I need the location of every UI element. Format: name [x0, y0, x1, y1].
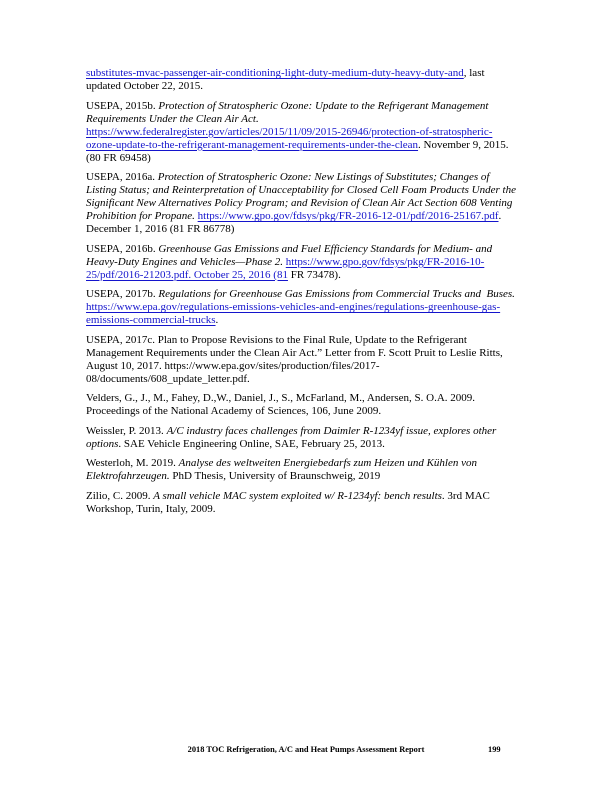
reference-line — [86, 457, 556, 470]
reference-line — [86, 243, 556, 256]
reference-text: Westerloh, M. 2019. — [86, 457, 179, 469]
reference-line — [86, 314, 556, 327]
reference-text: Elektrofahrzeugen. — [86, 470, 170, 482]
reference-item — [86, 457, 556, 483]
reference-text: . SAE Vehicle Engineering Online, SAE, February 25, 2013. — [118, 437, 385, 450]
reference-line — [86, 113, 556, 126]
reference-line — [86, 503, 556, 516]
reference-line — [86, 139, 556, 152]
reference-text: (80 FR 69458) — [86, 151, 151, 164]
reference-line — [86, 347, 556, 360]
reference-text: Heavy-Duty Engines and Vehicles—Phase 2. — [86, 255, 286, 268]
reference-line — [86, 184, 556, 197]
reference-text: Prohibition for Propane. — [86, 210, 198, 222]
reference-line — [86, 373, 556, 386]
reference-hyperlink[interactable]: https://www.gpo.gov/fdsys/pkg/FR-2016-12-01/pdf/2016-25167.pdf — [197, 210, 499, 222]
reference-text: . — [215, 314, 219, 326]
reference-line — [86, 269, 556, 282]
reference-text: Management Requirements under the Clean Air Act.” Letter from F. Scott Pruit to Leslie Ritts, — [86, 346, 503, 359]
reference-text: Greenhouse Gas Emissions and Fuel Efficiency Standards for Medium- and — [158, 242, 493, 255]
reference-text: Requirements Under the Clean Air Act. — [86, 112, 259, 125]
reference-text: Proceedings of the National Academy of Sciences, 106, June 2009. — [86, 405, 382, 417]
footer-page-number: 199 — [488, 745, 501, 754]
reference-text: USEPA, 2015b. — [86, 99, 159, 112]
reference-line — [86, 425, 556, 438]
reference-line — [86, 197, 556, 210]
reference-hyperlink[interactable]: substitutes-mvac-passenger-air-conditioning-light-duty-medium-duty-heavy-duty-and — [86, 67, 464, 79]
reference-line — [86, 392, 556, 405]
footer-report-title: 2018 TOC Refrigeration, A/C and Heat Pumps Assessment Report — [187, 745, 425, 754]
reference-line — [86, 490, 556, 503]
reference-hyperlink[interactable]: https://www.gpo.gov/fdsys/pkg/FR-2016-10- — [285, 255, 485, 268]
reference-text: December 1, 2016 (81 FR 86778) — [86, 223, 235, 235]
reference-hyperlink[interactable]: ozone-update-to-the-refrigerant-management-requirements-under-the-clean — [86, 138, 419, 151]
reference-line — [86, 152, 556, 165]
reference-line — [86, 223, 556, 236]
reference-text: Listing Status; and Reinterpretation of Unacceptability for Closed Cell Foam Products Under the — [86, 184, 516, 196]
reference-text: FR 73478). — [287, 268, 341, 281]
reference-item — [86, 490, 556, 516]
reference-text: , last — [463, 67, 485, 79]
reference-text: Significant New Alternatives Policy Program; and Revision of Clean Air Act Section 608 Venting — [86, 197, 513, 209]
reference-text: PhD Thesis, University of Braunschweig, 2019 — [169, 470, 381, 482]
reference-hyperlink[interactable]: 25/pdf/2016-21203.pdf. October 25, 2016 (81 — [86, 268, 288, 281]
reference-text: . 3rd MAC — [441, 489, 490, 502]
reference-item — [86, 100, 556, 165]
reference-line — [86, 405, 556, 418]
reference-text: 08/documents/608_update_letter.pdf. — [86, 372, 250, 385]
reference-hyperlink[interactable]: emissions-commercial-trucks — [86, 314, 216, 326]
reference-line — [86, 67, 556, 80]
reference-text: . — [498, 210, 502, 222]
reference-line — [86, 470, 556, 483]
reference-text: Protection of Stratospheric Ozone: New Listings of Substitutes; Changes of — [157, 171, 490, 183]
reference-text: Regulations for Greenhouse Gas Emissions from Commercial Trucks and Buses. — [158, 288, 515, 300]
reference-line — [86, 334, 556, 347]
reference-item — [86, 67, 556, 93]
reference-item — [86, 425, 556, 451]
reference-line — [86, 210, 556, 223]
reference-text: options — [86, 437, 119, 450]
reference-text: Zilio, C. 2009. — [86, 489, 154, 502]
reference-item — [86, 171, 556, 236]
reference-text: USEPA, 2017c. Plan to Propose Revisions to the Final Rule, Update to the Refrigerant — [86, 333, 467, 346]
reference-text: A small vehicle MAC system exploited w/ R-1234yf: bench results — [153, 489, 442, 502]
reference-item — [86, 392, 556, 418]
reference-text: USEPA, 2016b. — [86, 242, 159, 255]
references-list — [86, 67, 556, 522]
reference-hyperlink[interactable]: https://www.epa.gov/regulations-emissions-vehicles-and-engines/regulations-greenhouse-gas- — [86, 301, 501, 313]
reference-line — [86, 256, 556, 269]
reference-text: A/C industry faces challenges from Daimler R-1234yf issue, explores other — [166, 424, 497, 437]
reference-line — [86, 301, 556, 314]
reference-item — [86, 243, 556, 282]
reference-item — [86, 288, 556, 327]
reference-text: Velders, G., J., M., Fahey, D.,W., Daniel, J., S., McFarland, M., Andersen, S. O.A. 2009. — [86, 392, 476, 404]
reference-line — [86, 100, 556, 113]
reference-text: Protection of Stratospheric Ozone: Update to the Refrigerant Management — [158, 99, 489, 112]
reference-line — [86, 80, 556, 93]
reference-text: Analyse des weltweiten Energiebedarfs zum Heizen und Kühlen von — [178, 457, 477, 469]
reference-text: USEPA, 2016a. — [86, 171, 158, 183]
reference-line — [86, 438, 556, 451]
reference-text: Workshop, Turin, Italy, 2009. — [86, 502, 216, 515]
reference-hyperlink[interactable]: https://www.federalregister.gov/articles/2015/11/09/2015-26946/protection-of-stratospheric- — [86, 125, 493, 138]
reference-text: . November 9, 2015. — [418, 138, 509, 151]
reference-text: August 10, 2017. https://www.epa.gov/sites/production/files/2017- — [86, 359, 380, 372]
reference-text: USEPA, 2017b. — [86, 288, 159, 300]
reference-line — [86, 171, 556, 184]
reference-item — [86, 334, 556, 386]
reference-text: Weissler, P. 2013. — [86, 424, 167, 437]
reference-line — [86, 288, 556, 301]
reference-text: updated October 22, 2015. — [86, 80, 203, 92]
reference-line — [86, 126, 556, 139]
reference-line — [86, 360, 556, 373]
